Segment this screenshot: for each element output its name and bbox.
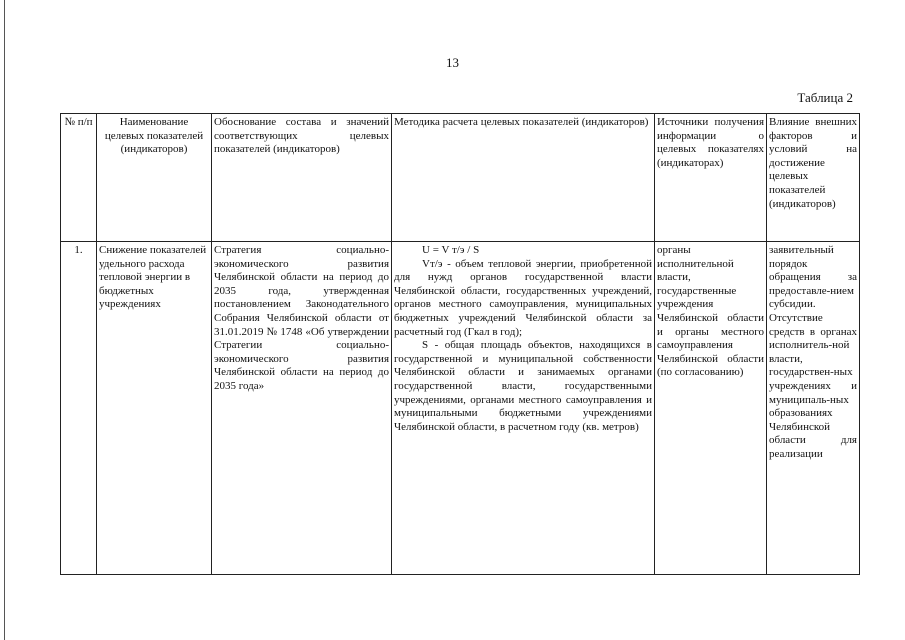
- row-sources: органы исполнительной власти, государственные учреждения Челябинской области и органы местного самоуправления Челябинской области (по согласованию): [655, 242, 767, 575]
- page-margin-line: [4, 0, 5, 640]
- row-indicator-name: Снижение показателей удельного расхода тепловой энергии в бюджетных учреждениях: [97, 242, 212, 575]
- header-num: № п/п: [61, 114, 97, 242]
- row-method: [392, 242, 655, 575]
- header-basis: Обоснование состава и значений соответствующих целевых показателей (индикаторов): [212, 114, 392, 242]
- table-header-row: [61, 114, 860, 242]
- table-row: [61, 242, 860, 575]
- method-formula: U = V т/э / S: [422, 244, 480, 256]
- header-factors: Влияние внешних факторов и условий на достижение целевых показателей (индикаторов): [767, 114, 860, 242]
- header-name: Наименование целевых показателей (индикаторов): [97, 114, 212, 242]
- page-number: 13: [446, 55, 459, 70]
- row-factors: [767, 242, 860, 575]
- header-method: Методика расчета целевых показателей (индикаторов): [392, 114, 655, 242]
- row-basis: Стратегия социально-экономического развития Челябинской области на период до 2035 года, утвержденная постановлением Законодательного Собрания Челябинской области от 31.01.2019 № 1748 «Об утверждении Стратегии социально-экономического развития Челябинской области на период до 2035 года»: [212, 242, 392, 575]
- header-sources: Источники получения информации о целевых показателях (индикаторах): [655, 114, 767, 242]
- method-paragraph-area: S - общая площадь объектов, находящихся в государственной и муниципальной собственности Челябинской области и занимаемых органами государственной власти, государственными учреждениями, органами местного самоуправления и муниципальными бюджетными учреждениями Челябинской области, в расчетном году (кв. метров): [394, 339, 652, 433]
- factors-paragraph-1: заявительный порядок обращения за предоставле-нием субсидии.: [769, 244, 857, 311]
- row-num: 1.: [61, 242, 97, 575]
- method-paragraph-volume: Vт/э - объем тепловой энергии, приобретенной для нужд органов государственной власти Челябинской области, государственных учреждений, органов местного самоуправления, муниципальных бюджетных учреждений Челябинской области за расчетный год (Гкал в год);: [394, 257, 652, 338]
- factors-paragraph-2: Отсутствие средств в органах исполнитель-ной власти, государствен-ных учреждениях и муниципаль-ных образованиях Челябинской области для реализации: [769, 311, 857, 460]
- indicators-table: [60, 113, 860, 575]
- table-caption: Таблица 2: [797, 90, 853, 105]
